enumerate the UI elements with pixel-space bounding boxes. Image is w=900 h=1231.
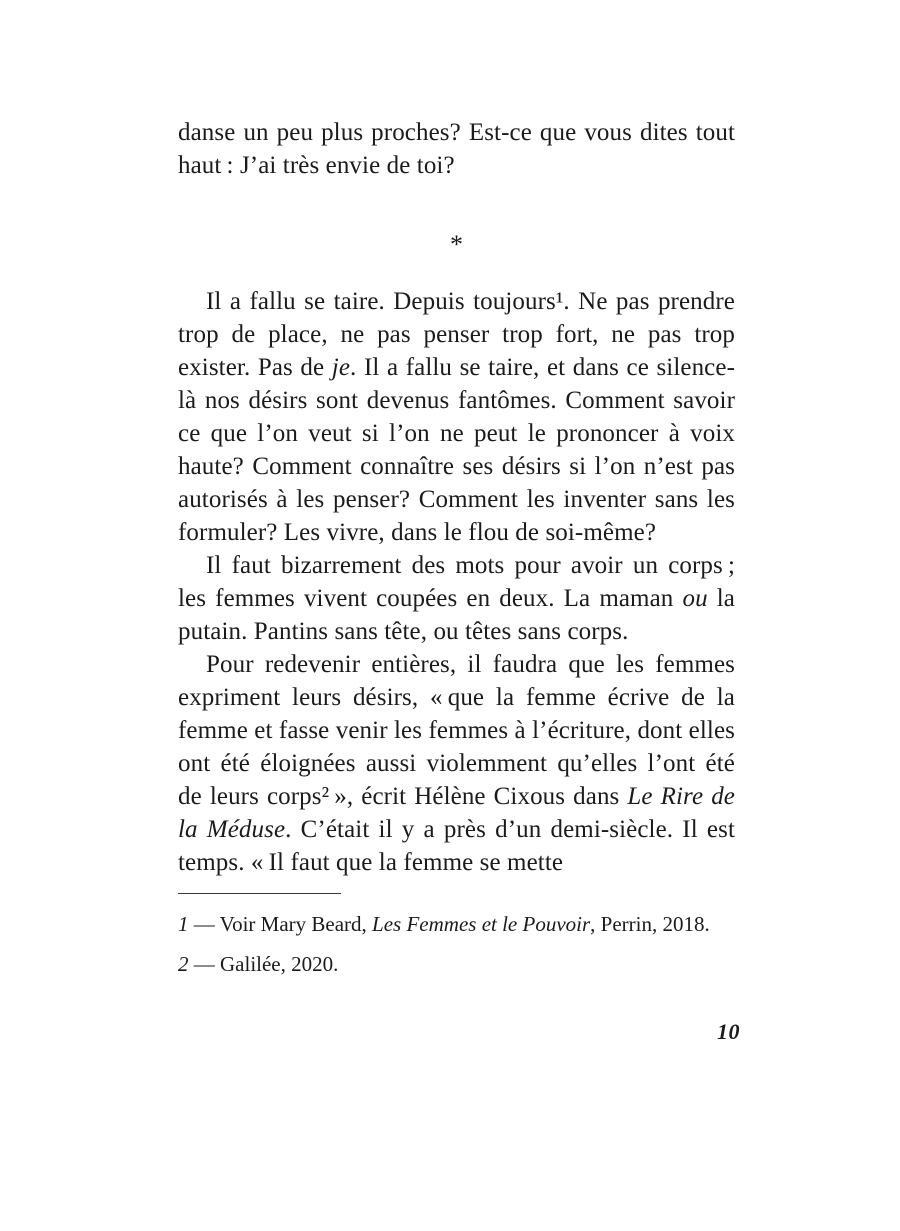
text-segment: Les Femmes et le Pouvoir [372, 912, 591, 936]
section-separator: * [450, 230, 463, 259]
text-segment: . C’était il y a près d’un demi-siècle. Il est temps. « Il faut que la femme se mette [178, 816, 736, 876]
paragraph [178, 549, 735, 648]
text-segment: Le Rire de la Méduse [178, 783, 735, 843]
text-block [178, 116, 735, 984]
text-segment: — Voir Mary Beard, [188, 912, 373, 936]
text-segment: 2 [178, 952, 189, 976]
body-paragraphs [178, 285, 735, 879]
text-segment: , Perrin, 2018. [590, 912, 710, 936]
footnotes-section [178, 893, 735, 984]
page-number: 10 [717, 1019, 740, 1044]
paragraph [178, 285, 735, 549]
text-segment: Pour redevenir entières, il faudra que les femmes expriment leurs désirs, « que la femme écrive de la femme et fasse venir les femmes à l’écriture, dont elles ont été éloignées aussi violemment qu’elles l’ont été de leurs corps² », écrit Hélène Cixous dans [178, 651, 735, 810]
footnote [178, 904, 735, 944]
footnote-rule [178, 893, 341, 894]
text-segment: — Galilée, 2020. [188, 952, 339, 976]
paragraph [178, 648, 735, 879]
text-segment: Il a fallu se taire. Depuis toujours¹. Ne pas prendre trop de place, ne pas penser trop fort, ne pas trop exister. Pas de [178, 288, 735, 381]
text-segment: . Il a fallu se taire, et dans ce silence-là nos désirs sont devenus fantômes. Comment savoir ce que l’on veut si l’on ne peut le prononcer à voix haute? Comment connaître ses désirs si l’on n’est pas autorisés à les penser? Comment les inventer sans les formuler? Les vivre, dans le flou de soi-même? [178, 354, 735, 546]
text-segment: ou [682, 585, 708, 612]
paragraph-opening: danse un peu plus proches? Est-ce que vous dites tout haut : J’ai très envie de toi? [178, 119, 735, 179]
text-segment: la putain. Pantins sans tête, ou têtes sans corps. [178, 585, 736, 645]
text-segment: Il faut bizarrement des mots pour avoir un corps ; les femmes vivent coupées en deux. La maman [178, 552, 735, 612]
text-segment: je [331, 354, 351, 381]
footnote [178, 944, 735, 984]
text-segment: 1 [178, 912, 189, 936]
